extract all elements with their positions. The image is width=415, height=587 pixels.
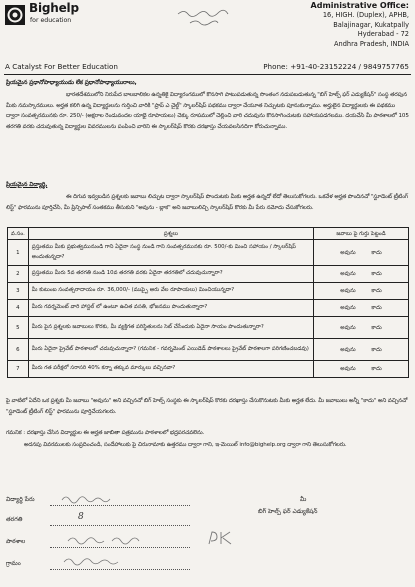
contact-paragraph: అదనపు వివరములకు సంప్రదించండి, సందేహాలుకు పై చిరునామాకు ఉత్తరము ద్వారా గాని, ఇ-మెయిల్ info@bighelp.org ద్వారా గాని తెలుసుకోగలరు. [24, 442, 347, 448]
yes-option[interactable]: అవును [340, 249, 356, 256]
bighelp-logo-icon [4, 4, 26, 26]
table-row [8, 339, 409, 361]
instructions-paragraph: ఈ దిగువ ఇవ్వబడిన ప్రశ్నలకు జవాబు లిచ్చుట ద్వారా స్కాలర్‌షిప్ పొందుటకు మీకు అర్హత ఉన్నదో లేదో తెలుసుకోగలరు. ఒకవేళ అర్హత పొందినచో "స్టూడెంట్ ట్రీటింగ్ లిస్ట్" ఫారమును పూర్తిచేసి, మీ ప్రిన్సిపాల్ సంతకము తీసుకుని "అవును - బ్లాక" అని జవాబులిచ్చి స్కాలర్‌షిప్ కొరకు మీ పేరు నమోదు చేసుకోగలరు. [6, 194, 409, 211]
answer-cell [314, 339, 409, 361]
sign-org: బిగ్ హెల్ప్ ఫర్ ఎడ్యుకేషన్ [258, 508, 318, 515]
handwritten-mark [206, 530, 234, 546]
answer-cell [314, 300, 409, 317]
question-text: మీరు గవర్నమెంట్ వారి హాస్టల్ లో ఉంటూ ఉచిత వసతి, భోజనము పొందుతున్నారా? [28, 300, 313, 317]
school-field[interactable] [50, 546, 190, 548]
table-row [8, 283, 409, 300]
no-option[interactable]: కాదు [371, 305, 382, 311]
yes-option[interactable]: అవును [340, 324, 356, 331]
yes-option[interactable]: అవును [340, 271, 356, 277]
office-line: Andhra Pradesh, INDIA [334, 39, 409, 48]
yes-option[interactable]: అవును [340, 346, 356, 353]
village-field[interactable] [50, 568, 190, 570]
row-number: 4 [8, 300, 29, 317]
student-name-field[interactable] [50, 504, 190, 506]
answer-cell [314, 240, 409, 266]
answer-cell [314, 317, 409, 339]
phone-numbers: Phone: +91-40-23152224 / 9849757765 [263, 62, 409, 71]
row-number: 1 [8, 240, 29, 266]
brand-name: Bighelp [29, 1, 79, 15]
row-number: 7 [8, 361, 29, 378]
yes-option[interactable]: అవును [340, 366, 356, 372]
no-option[interactable]: కాదు [371, 249, 382, 256]
no-option[interactable]: కాదు [371, 271, 382, 277]
tagline: A Catalyst For Better Education [5, 62, 118, 71]
row-number: 2 [8, 266, 29, 283]
closing-paragraph: పై వాటిలో ఏదేని ఒక ప్రశ్నకు మీ జవాబు "అవును" అని వచ్చినచో బిగ్ హెల్ప్ సంస్థకు ఈ స్కాలర్‌షిప్ కొరకు దరఖాస్తు చేసుకొనుటకు మీకు అర్హత లేదు. మీ జవాబులు అన్నీ "కాదు" అని వచ్చినచో "స్టూడెంట్ ట్రీటింగ్ లిస్ట్" ఫారమును పూర్తిచేయగలరు. [6, 398, 408, 415]
col-question-header: ప్రశ్నలు [28, 228, 313, 240]
village-label: గ్రామం [6, 560, 21, 567]
question-text: మీరు ఏదైనా ప్రైవేట్ పాఠశాలలో చదువుచున్నారా? (గమనిక - గవర్నమెంట్ ఎయిడెడ్ పాఠశాలలు ప్రైవేట్ పాఠశాలగా పరిగణించబడవు) [28, 339, 313, 361]
yes-option[interactable]: అవును [340, 288, 356, 294]
brand-subtitle: for education [30, 17, 72, 24]
handwritten-school [66, 532, 156, 546]
table-row [8, 240, 409, 266]
no-option[interactable]: కాదు [371, 288, 382, 294]
col-no-header: వ.సం. [8, 228, 29, 240]
question-text: మీరు గత పరీక్షలో సరాసరి 40% కన్నా తక్కువ మార్కులు వచ్చినవా? [28, 361, 313, 378]
class-field[interactable] [50, 524, 190, 526]
col-answer-header: జవాబు పై గుర్తు పెట్టండి [314, 228, 409, 240]
office-line: 16, HIGH. (Duplex), APHB, [322, 11, 409, 19]
intro-paragraph: భారతదేశములోని నిరుపేద బాలబాలికల ఉన్నతికై విద్యారంగములో కొనసాగి పాటుపడుతున్న సొంతంగ నడుపబడుతున్న "బిగ్ హెల్ప్ ఫర్ ఎడ్యుకేషన్" సంస్థ తరపున మీకు నమస్కారములు. అర్హత కలిగి ఉన్న విద్యార్థులను గుర్తించి వారికి "ప్రాప్ ఎ చైల్డ్" స్కాలర్‌షిప్ పథకము ద్వారా చేయూత నిచ్చుటకు పూనుకున్నాము. అర్హులైన విద్యార్థులకు ఈ పథకము ద్వారా సంవత్సరమునకు రూ. 250/- (అక్షరాల రెండువందల యాభై రూపాయలు) చెక్కు రూపములో చెల్లించి వారి చదువును కొనసాగించుటకు సహాయపడగలము. దయచేసి మీ పాఠశాలలో 105 తరగతి వరకు చదువుతున్న విద్యార్థుల వివరములను పంపించి వారిని ఈ స్కాలర్‌షిప్ కొరకు దరఖాస్తు చేయవలసినదిగా కోరుచున్నాము. [6, 92, 409, 130]
answer-cell [314, 266, 409, 283]
student-salutation: ప్రియమైన విద్యార్థి, [6, 182, 48, 188]
handwritten-name [60, 492, 120, 504]
class-label: తరగతి [6, 516, 23, 523]
table-row [8, 361, 409, 378]
student-name-label: విద్యార్థి పేరు [6, 496, 35, 503]
header-divider [4, 74, 411, 75]
note-paragraph: గమనిక : దరఖాస్తు చేసిన విద్యార్థుల ఈ అర్హత జాబితా పత్రమును పాఠశాలలో భద్రపరచవలెను. [6, 430, 205, 436]
table-row [8, 300, 409, 317]
office-title: Administrative Office: [310, 1, 409, 10]
class-value: 8 [78, 512, 84, 522]
no-option[interactable]: కాదు [371, 324, 382, 331]
question-text: మీరు పైన ప్రశ్నలకు జవాబులు కొరకు, మీ వ్యక్తిగత పరిస్థితులను సెట్ చేసేందుకు ఏదైనా సాయం పొందుతున్నారా? [28, 317, 313, 339]
yes-option[interactable]: అవును [340, 305, 356, 311]
row-number: 3 [8, 283, 29, 300]
table-row [8, 266, 409, 283]
office-address [219, 1, 409, 49]
question-text: ప్రస్తుతము మీరు 5వ తరగతి నుండి 10వ తరగతి వరకు ఏదైనా తరగతిలో చదువుచున్నారా? [28, 266, 313, 283]
no-option[interactable]: కాదు [371, 366, 382, 372]
table-row [8, 317, 409, 339]
row-number: 5 [8, 317, 29, 339]
answer-cell [314, 361, 409, 378]
salutation: ప్రియమైన ప్రధానోపాధ్యాయుడు లేక ప్రధానోపాధ్యాయురాలు, [6, 80, 137, 86]
no-option[interactable]: కాదు [371, 346, 382, 353]
question-text: మీ కుటుంబ సంవత్సరాదాయం రూ. 36,000/- (ముప్పై ఆరు వేల రూపాయలు) మించియున్నదా? [28, 283, 313, 300]
school-label: పాఠశాల [6, 538, 26, 545]
eligibility-table [7, 227, 409, 378]
sign-you: మీ [300, 496, 307, 503]
office-line: Hyderabad - 72 [357, 30, 409, 39]
handwritten-village [62, 553, 142, 567]
row-number: 6 [8, 339, 29, 361]
question-text: ప్రస్తుతము మీకు ప్రభుత్వమునుండి గాని ఏదైనా సంస్థ నుండి గాని సంవత్సరమునకు రూ. 500/-కు మించి సహాయం / స్కాలర్‌షిప్ అందుతున్నదా? [28, 240, 313, 266]
office-line: Balajinagar, Kukatpally [333, 20, 409, 29]
table-header-row [8, 228, 409, 240]
answer-cell [314, 283, 409, 300]
